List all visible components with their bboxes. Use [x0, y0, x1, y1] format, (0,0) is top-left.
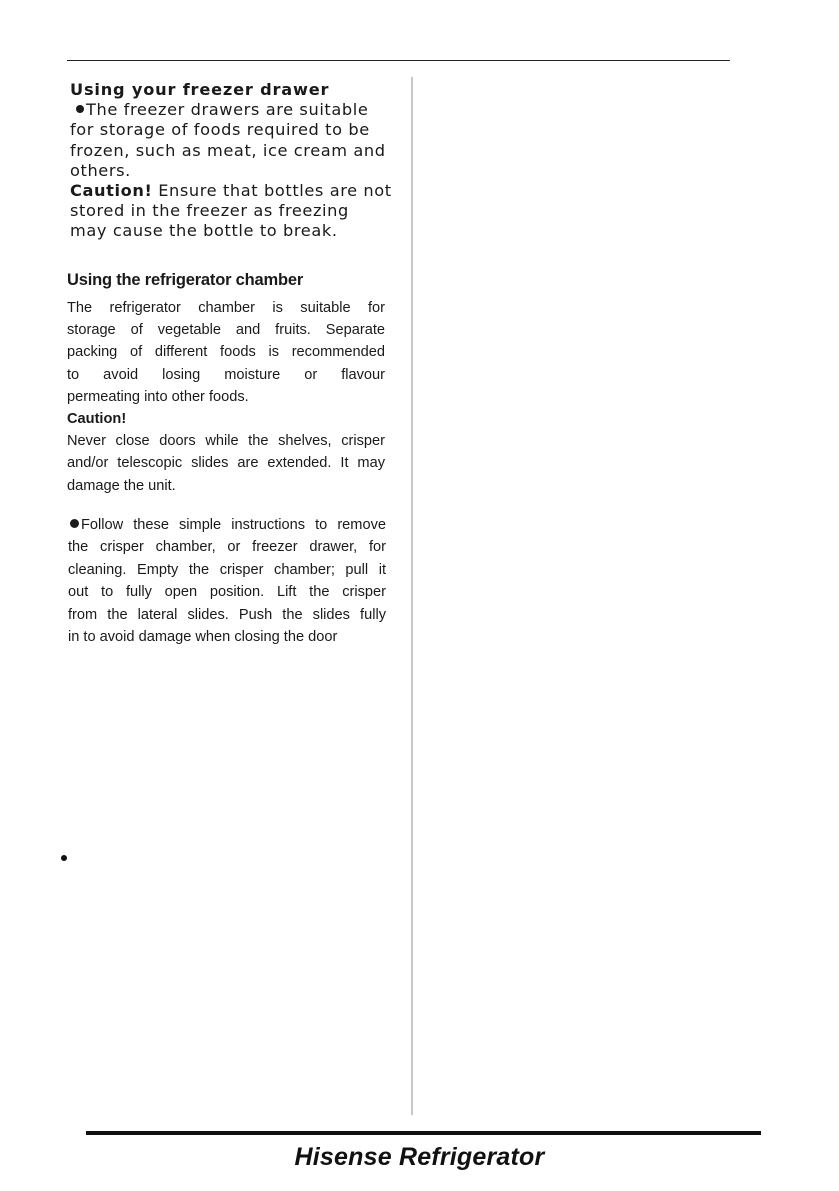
caution-label: Caution!: [67, 411, 127, 428]
freezer-drawer-section: [70, 80, 390, 242]
crisper-instructions-section: [68, 514, 386, 648]
instruction-line: out to fully open position. Lift the crisper: [68, 584, 386, 601]
freezer-drawer-heading: Using your freezer drawer: [70, 80, 330, 99]
freezer-drawer-line: [70, 100, 390, 120]
caution-text: Ensure that bottles are not: [152, 181, 392, 201]
instruction-line: from the lateral slides. Push the slides fully: [68, 606, 386, 623]
refrigerator-caution-line: and/or telescopic slides are extended. It may: [67, 455, 385, 472]
freezer-drawer-line: frozen, such as meat, ice cream and: [70, 140, 386, 160]
bullet-icon: [61, 855, 67, 861]
freezer-drawer-text: The freezer drawers are suitable: [86, 100, 369, 120]
freezer-caution-line: stored in the freezer as freezing: [70, 201, 349, 221]
bullet-icon: [76, 105, 84, 113]
instruction-text: Follow these simple instructions to remove: [81, 517, 386, 533]
refrigerator-line: to avoid losing moisture or flavour: [67, 366, 385, 383]
bottom-rule: [86, 1131, 761, 1135]
freezer-drawer-line: for storage of foods required to be: [70, 120, 370, 140]
refrigerator-line: The refrigerator chamber is suitable for: [67, 300, 385, 316]
bullet-icon: [70, 519, 79, 528]
refrigerator-caution-line: damage the unit.: [67, 477, 176, 494]
column-divider: [411, 77, 413, 1115]
freezer-drawer-line: others.: [70, 160, 131, 180]
instruction-line: the crisper chamber, or freezer drawer, for: [68, 539, 386, 556]
freezer-caution-line: may cause the bottle to break.: [70, 221, 338, 241]
refrigerator-chamber-section: [67, 270, 385, 497]
freezer-caution-line: [70, 181, 390, 201]
refrigerator-chamber-heading: Using the refrigerator chamber: [67, 271, 304, 289]
footer-brand: Hisense Refrigerator: [294, 1143, 545, 1171]
top-rule: [67, 60, 730, 61]
refrigerator-caution-line: Never close doors while the shelves, crisper: [67, 433, 385, 450]
refrigerator-line: storage of vegetable and fruits. Separate: [67, 322, 385, 339]
refrigerator-line: packing of different foods is recommended: [67, 344, 385, 361]
caution-label: Caution!: [70, 181, 153, 201]
refrigerator-line: permeating into other foods.: [67, 388, 249, 405]
instruction-line: cleaning. Empty the crisper chamber; pull it: [68, 561, 386, 578]
instruction-line: in to avoid damage when closing the door: [68, 629, 338, 646]
instruction-line: [68, 514, 386, 536]
